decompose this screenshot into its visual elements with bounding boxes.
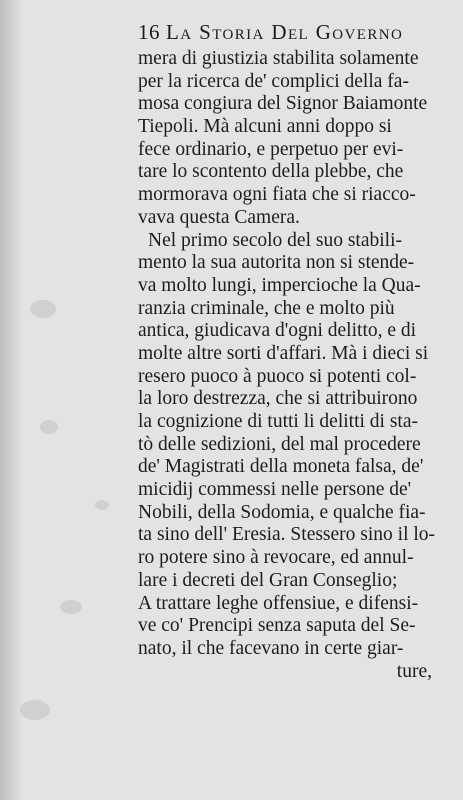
- text-line: lare i decreti del Gran Conseglio;: [138, 569, 398, 591]
- text-line: la cognizione di tutti li delitti di sta-: [138, 411, 418, 432]
- text-line: de' Magistrati della moneta falsa, de': [138, 456, 424, 478]
- paper-stain: [60, 600, 82, 614]
- text-line: mormorava ogni fiata che si riacco-: [138, 184, 416, 206]
- page-number: 16: [138, 20, 160, 44]
- text-line: tare lo scontento della plebbe, che: [138, 161, 404, 183]
- paper-stain: [95, 500, 109, 510]
- text-line: ta sino dell' Eresia. Stessero sino il lo-: [138, 524, 436, 546]
- catchword: ture,: [396, 660, 432, 682]
- gutter-shadow: [0, 0, 22, 800]
- text-line: molte altre sorti d'affari. Mà i dieci si: [138, 342, 429, 364]
- text-line: mosa congiura del Signor Baiamonte: [138, 93, 428, 115]
- text-line: vava questa Camera.: [138, 206, 300, 228]
- text-line: resero puoco à puoco si potenti col-: [138, 365, 417, 387]
- text-line: micidij commessi nelle persone de': [138, 479, 412, 501]
- text-line: A trattare leghe offensiue, e difensi-: [138, 592, 419, 614]
- text-line: antica, giudicava d'ogni delitto, e di: [138, 320, 417, 342]
- text-line: va molto lungi, impercioche la Qua-: [138, 274, 421, 296]
- paper-stain: [40, 420, 58, 434]
- text-line: Nel primo secolo del suo stabili-: [148, 229, 402, 251]
- text-line: Tiepoli. Mà alcuni anni doppo si: [138, 116, 392, 138]
- text-line: fece ordinario, e perpetuo per evi-: [138, 138, 404, 160]
- paper-stain: [30, 300, 56, 318]
- text-line: mera di giustizia stabilita solamente: [138, 48, 419, 69]
- paper-stain: [20, 700, 50, 720]
- running-header: [138, 20, 454, 50]
- text-line: ranzia criminale, che e molto più: [138, 297, 395, 319]
- text-line: la loro destrezza, che si attribuirono: [138, 388, 418, 410]
- body-text: [138, 48, 460, 683]
- text-line: ro potere sino à revocare, ed annul-: [138, 547, 414, 569]
- text-line: nato, il che facevano in certe giar-: [138, 637, 404, 659]
- text-line: tò delle sedizioni, del mal procedere: [138, 433, 421, 455]
- text-line: Nobili, della Sodomia, e qualche fia-: [138, 501, 426, 523]
- text-line: per la ricerca de' complici della fa-: [138, 70, 409, 92]
- text-line: ve co' Prencipi senza saputa del Se-: [138, 615, 416, 637]
- running-title: La Storia Del Governo: [166, 20, 404, 44]
- text-line: mento la sua autorita non si stende-: [138, 252, 415, 274]
